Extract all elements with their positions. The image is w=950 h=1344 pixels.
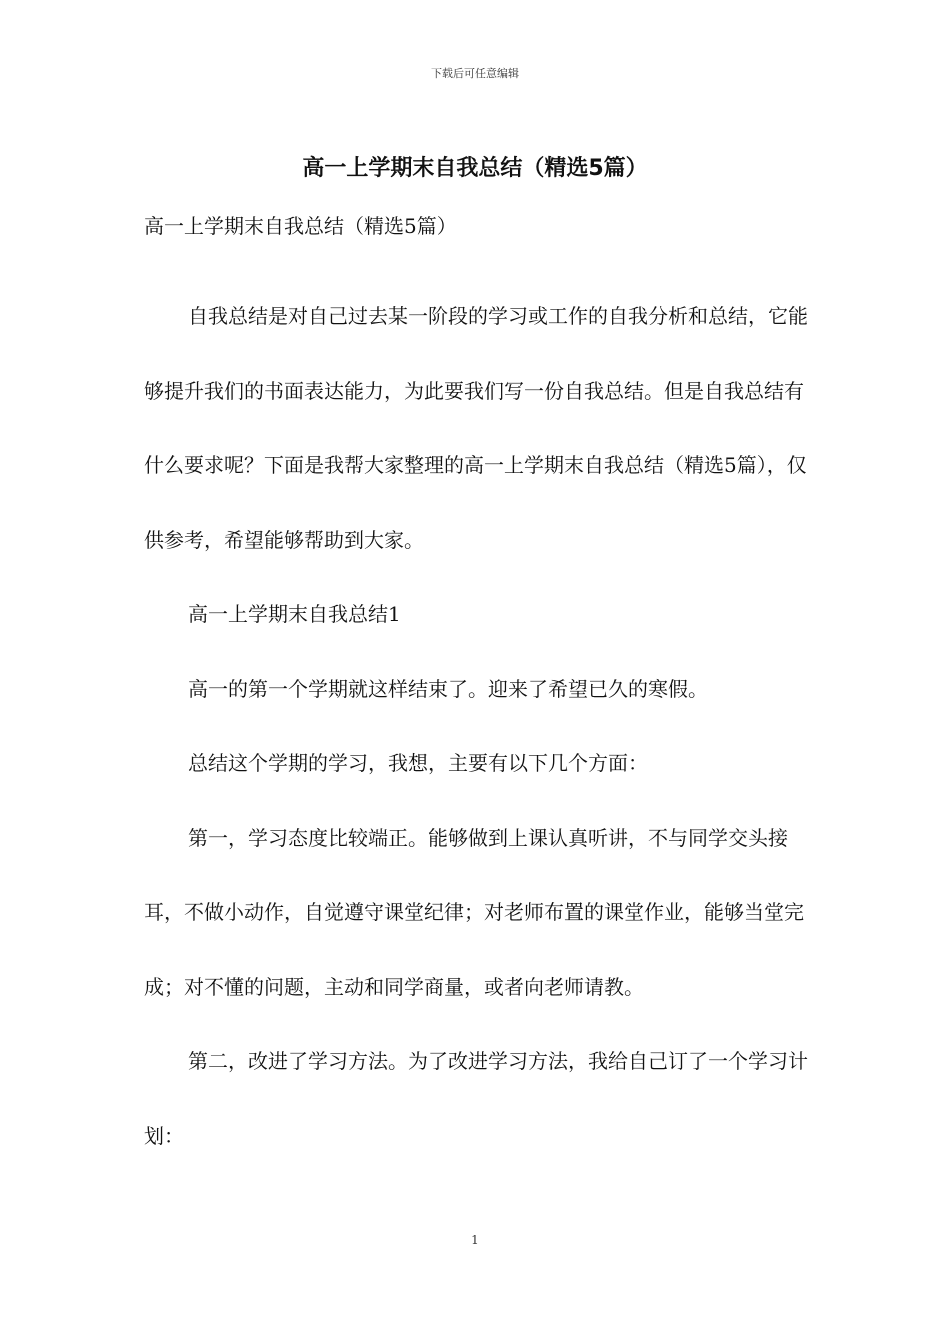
intro-paragraph: 自我总结是对自己过去某一阶段的学习或工作的自我分析和总结，它能够提升我们的书面表达能力，为此要我们写一份自我总结。但是自我总结有什么要求呢？下面是我帮大家整理的高一上学期末自我总结（精选5篇），仅供参考，希望能够帮助到大家。 [144, 304, 808, 552]
document-title: 高一上学期末自我总结（精选5篇） [302, 156, 648, 181]
paragraph: 高一的第一个学期就这样结束了。迎来了希望已久的寒假。 [188, 676, 708, 701]
paragraph: 第一，学习态度比较端正。能够做到上课认真听讲，不与同学交头接耳，不做小动作，自觉遵守课堂纪律；对老师布置的课堂作业，能够当堂完成；对不懂的问题，主动和同学商量，或者向老师请教。 [144, 825, 804, 999]
paragraph: 总结这个学期的学习，我想，主要有以下几个方面： [188, 751, 648, 775]
document-body [144, 210, 816, 1173]
page-header-note: 下载后可任意编辑 [431, 67, 519, 80]
section-heading: 高一上学期末自我总结1 [188, 602, 401, 626]
page-number: 1 [471, 1233, 479, 1247]
document-subtitle: 高一上学期末自我总结（精选5篇） [144, 214, 457, 238]
paragraph: 第二，改进了学习方法。为了改进学习方法，我给自己订了一个学习计划： [144, 1049, 808, 1148]
